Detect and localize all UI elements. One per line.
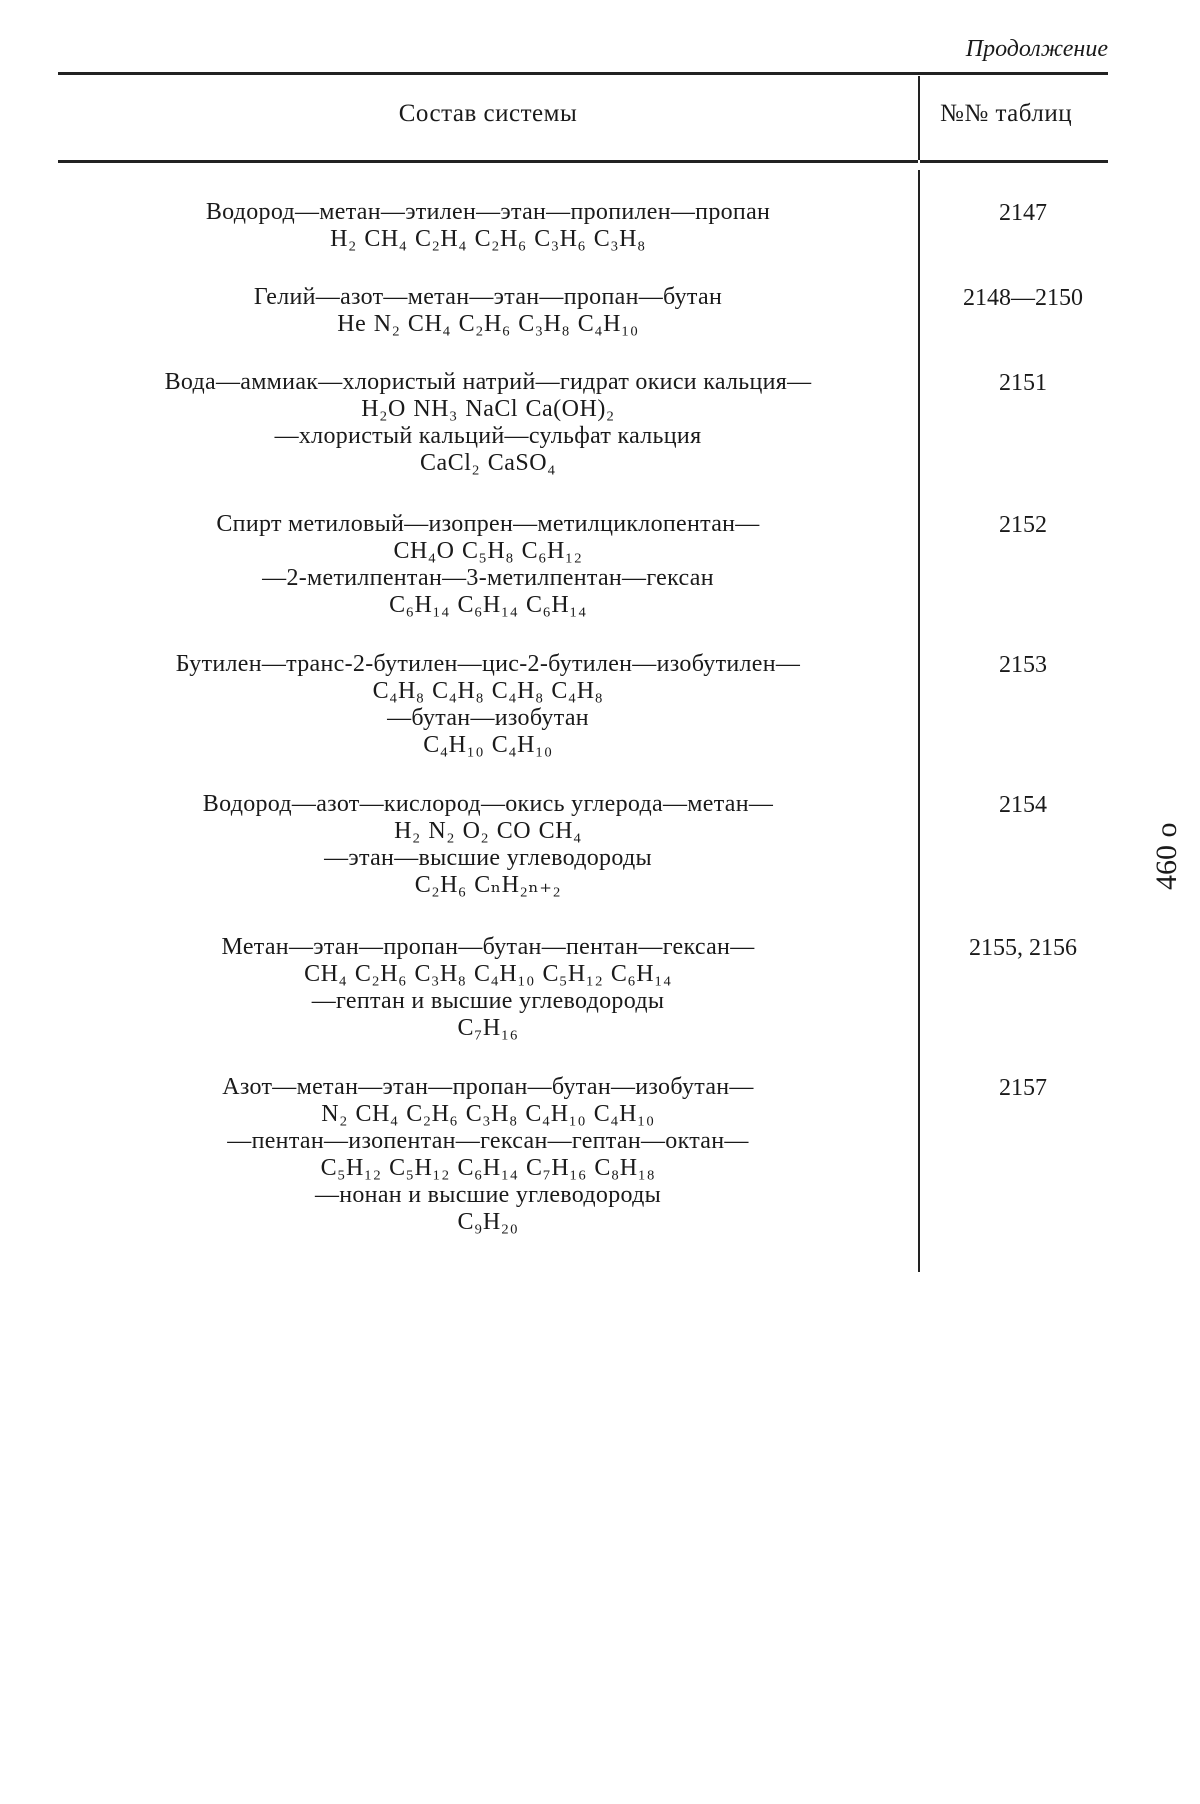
table-number: 2157 <box>999 1075 1047 1101</box>
table-row <box>58 792 918 900</box>
system-formula-line: CH₄O C₅H₈ C₆H₁₂ <box>393 538 583 564</box>
system-formula-line: N₂ CH₄ C₂H₆ C₃H₈ C₄H₁₀ C₄H₁₀ <box>321 1101 655 1127</box>
system-composition-line: —нонан и высшие углеводороды <box>314 1182 662 1208</box>
system-formula-line: C₇H₁₆ <box>457 1015 519 1041</box>
table-number: 2155, 2156 <box>969 935 1077 961</box>
table-number: 2147 <box>999 200 1047 226</box>
system-formula-line: H₂O NH₃ NaCl Ca(OH)₂ <box>361 396 615 422</box>
table-row <box>58 512 918 620</box>
system-composition-line: —бутан—изобутан <box>387 705 589 731</box>
system-composition-line: —пентан—изопентан—гексан—гептан—октан— <box>227 1128 749 1154</box>
system-formula-line: H₂ CH₄ C₂H₄ C₂H₆ C₃H₆ C₃H₈ <box>330 226 646 252</box>
system-composition-line: —2-метилпентан—3-метилпентан—гексан <box>262 565 714 591</box>
table-row <box>58 200 918 254</box>
system-formula-line: C₆H₁₄ C₆H₁₄ C₆H₁₄ <box>389 592 587 618</box>
continuation-label: Продолжение <box>965 36 1108 62</box>
system-composition-line: —этан—высшие углеводороды <box>324 845 652 871</box>
system-composition-line: Водород—метан—этилен—этан—пропилен—пропан <box>205 199 771 225</box>
system-composition-line: Вода—аммиак—хлористый натрий—гидрат окиси кальция— <box>164 369 812 395</box>
table-number: 2153 <box>999 652 1047 678</box>
system-composition-line: Метан—этан—пропан—бутан—пентан—гексан— <box>221 934 755 960</box>
system-formula-line: He N₂ CH₄ C₂H₆ C₃H₈ C₄H₁₀ <box>337 311 639 337</box>
system-composition-line: Бутилен—транс-2-бутилен—цис-2-бутилен—изобутилен— <box>175 651 801 677</box>
system-formula-line: C₂H₆ CₙH₂ₙ₊₂ <box>414 872 562 898</box>
column-divider-gap <box>918 160 920 170</box>
table-number: 2152 <box>999 512 1047 538</box>
system-formula-line: C₉H₂₀ <box>457 1209 519 1235</box>
system-formula-line: C₄H₈ C₄H₈ C₄H₈ C₄H₈ <box>372 678 604 704</box>
table-row <box>58 935 918 1043</box>
header-table-numbers: №№ таблиц <box>940 100 1073 127</box>
side-page-number: 460 о <box>1150 822 1183 890</box>
header-composition: Состав системы <box>398 100 578 127</box>
system-composition-line: Водород—азот—кислород—окись углерода—метан— <box>202 791 774 817</box>
system-composition-line: Спирт метиловый—изопрен—метилциклопентан— <box>216 511 760 537</box>
table-row <box>58 285 918 339</box>
system-composition-line: —гептан и высшие углеводороды <box>311 988 665 1014</box>
system-composition-line: Гелий—азот—метан—этан—пропан—бутан <box>253 284 723 310</box>
system-composition-line: —хлористый кальций—сульфат кальция <box>274 423 702 449</box>
table-row <box>58 370 918 478</box>
system-formula-line: H₂ N₂ O₂ CO CH₄ <box>394 818 582 844</box>
top-rule <box>58 72 1108 75</box>
system-formula-line: C₄H₁₀ C₄H₁₀ <box>423 732 553 758</box>
system-formula-line: C₅H₁₂ C₅H₁₂ C₆H₁₄ C₇H₁₆ C₈H₁₈ <box>320 1155 656 1181</box>
table-number: 2154 <box>999 792 1047 818</box>
table-number: 2148—2150 <box>963 285 1083 311</box>
system-composition-line: Азот—метан—этан—пропан—бутан—изобутан— <box>222 1074 754 1100</box>
system-formula-line: CaCl₂ CaSO₄ <box>420 450 556 476</box>
table-number: 2151 <box>999 370 1047 396</box>
header-rule <box>58 160 1108 163</box>
table-row <box>58 1075 918 1237</box>
table-row <box>58 652 918 760</box>
system-formula-line: CH₄ C₂H₆ C₃H₈ C₄H₁₀ C₅H₁₂ C₆H₁₄ <box>304 961 672 987</box>
